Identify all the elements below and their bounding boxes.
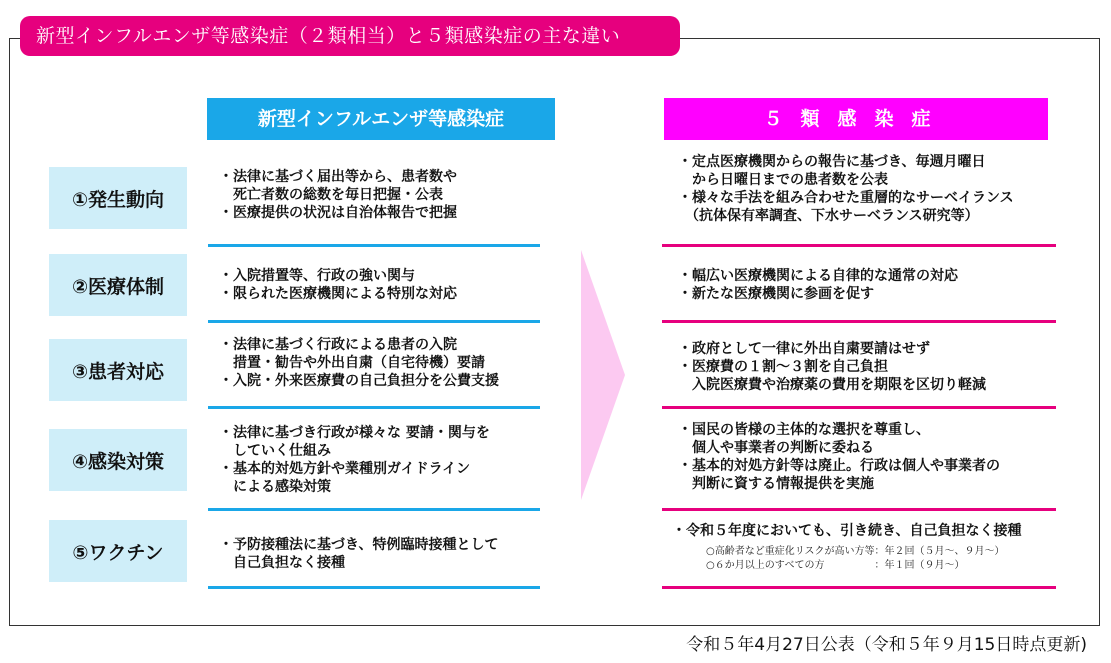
- row-divider: [208, 586, 540, 589]
- category-label: ④感染対策: [49, 429, 187, 491]
- left-cell: ・法律に基づく行政による患者の入院 措置・勧告や外出自粛（自宅待機）要請 ・入院・外来医療費の自己負担分を公費支援: [219, 337, 499, 389]
- left-cell: ・法律に基づき行政が様々な 要請・関与を していく仕組み ・基本的対処方針や業種別ガイドライン による感染対策: [219, 425, 490, 495]
- row-divider: [662, 320, 1056, 323]
- right-cell: ・国民の皆様の主体的な選択を尊重し、 個人や事業者の判断に委ねる ・基本的対処方針等は廃止。行政は個人や事業者の 判断に資する情報提供を実施: [678, 422, 1000, 492]
- category-label: ①発生動向: [49, 167, 187, 229]
- category-label: ⑤ワクチン: [49, 520, 187, 582]
- right-cell: ・幅広い医療機関による自律的な通常の対応 ・新たな医療機関に参画を促す: [678, 268, 958, 302]
- category-label: ③患者対応: [49, 339, 187, 401]
- left-cell: ・入院措置等、行政の強い関与 ・限られた医療機関による特別な対応: [219, 268, 457, 302]
- left-cell: ・予防接種法に基づき、特例臨時接種として 自己負担なく接種: [219, 537, 499, 571]
- publication-date: 令和５年4月27日公表（令和５年９月15日時点更新): [686, 635, 1087, 655]
- right-cell: ・令和５年度においても、引き続き、自己負担なく接種: [672, 523, 1022, 539]
- right-cell: ・定点医療機関からの報告に基づき、毎週月曜日 から日曜日までの患者数を公表 ・様々な手法を組み合わせた重層的なサーベイランス （抗体保有率調査、下水サーベランス研究等）: [678, 154, 1014, 224]
- left-cell: ・法律に基づく届出等から、患者数や 死亡者数の総数を毎日把握・公表 ・医療提供の状況は自治体報告で把握: [219, 169, 457, 221]
- transition-arrow-icon: [581, 250, 625, 500]
- row-divider: [662, 586, 1056, 589]
- right-cell: ・政府として一律に外出自粛要請はせず ・医療費の１割～３割を自己負担 入院医療費や治療薬の費用を期限を区切り軽減: [678, 341, 986, 393]
- row-divider: [208, 508, 540, 511]
- row-divider: [208, 406, 540, 409]
- row-divider: [662, 244, 1056, 247]
- category-label: ②医療体制: [49, 254, 187, 316]
- row-divider: [662, 406, 1056, 409]
- page-title: 新型インフルエンザ等感染症（２類相当）と５類感染症の主な違い: [20, 16, 680, 56]
- left-column-header: 新型インフルエンザ等感染症: [207, 98, 555, 140]
- vaccine-note: ○高齢者など重症化リスクが高い方等：年２回（５月～、９月～）: [706, 546, 1005, 557]
- row-divider: [208, 320, 540, 323]
- vaccine-note: ○６か月以上のすべての方 ：年１回（９月～）: [706, 560, 965, 571]
- right-column-header: ５類感染症: [664, 98, 1048, 140]
- row-divider: [208, 244, 540, 247]
- row-divider: [662, 508, 1056, 511]
